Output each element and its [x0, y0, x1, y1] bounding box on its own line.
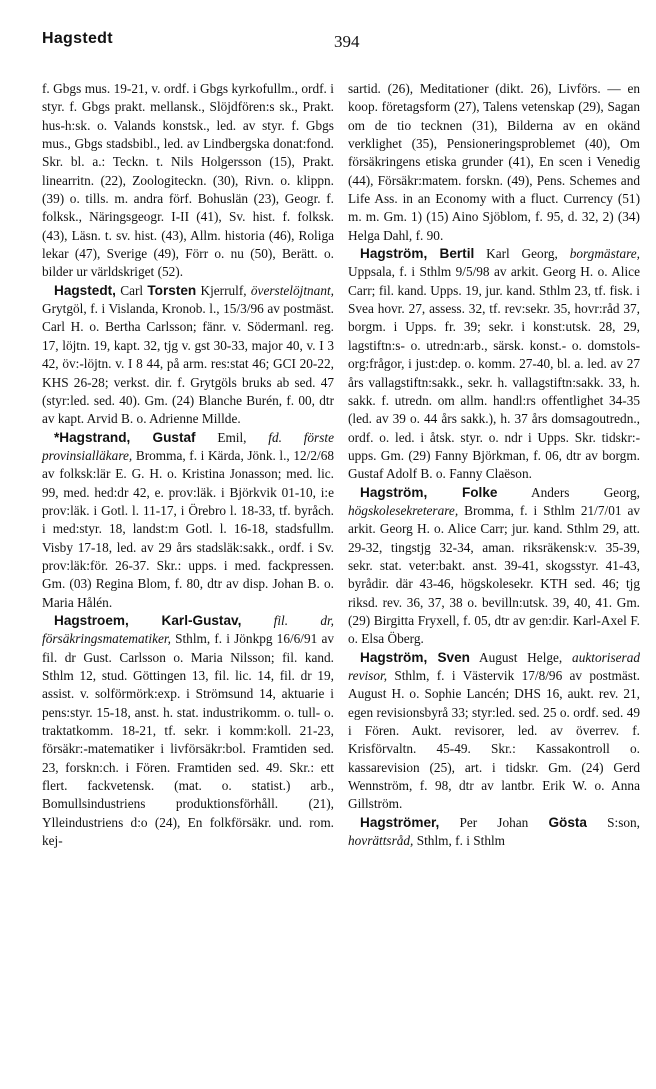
entry-continuation — [348, 80, 640, 245]
entry-hagstroem-karl-gustav — [42, 612, 334, 850]
entry-other-names: S:son, — [607, 814, 640, 830]
entry-title: högskolesekreterare, — [348, 502, 459, 518]
entry-other-names: Emil, — [217, 429, 247, 445]
page-number: 394 — [334, 32, 360, 51]
entry-surname: Hagström, Folke — [360, 484, 498, 500]
entry-body: Uppsala, f. i Sthlm 9/5/98 av arkit. Georg H. o. Alice Carr; fil. kand. Upps. 19, jur. kand. Sthlm 23, tf. fisk. i Svea hovr. 27, assess. 32, tf. rev:sekr. 35, hovr:råd 37, borgm. i Upps. fr. 39; sekr. i konst:utsk. 28, 29, lagstiftn:s- o. utredn:arb., särsk. konst.- o. domstols-org:frågor, i just:dep. o. komm. 27-40, bl. a. led. av 27 års vallagstiftn:sakk., sekr. h. vallagstiftn:sakk. 33, h. sakk. f. utredn. om allm. handl:rs offentlighet 34-35 (led. av 39 o. 44 års sakk.), h. 37 års domsagoutredn., ordf. o. led. i åtsk. styr. o. ndr i Upps. Skr. tidskr:-upps. Gm. (29) Fanny Björkman, f. 06, dtr av borgm. Gustaf Adolf B. o. Fanny Claëson. — [348, 264, 640, 482]
entry-surname: Hagström, Bertil — [360, 246, 475, 262]
entry-surname: *Hagstrand, Gustaf — [54, 429, 196, 445]
running-headword: Hagstedt — [42, 30, 113, 47]
entry-body: Bromma, f. i Kärda, Jönk. l., 12/2/68 av folksk:lär E. G. H. o. Kristina Jonasson; med. lic. 99, med. hed:dr 42, e. prov:läk. i Björkvik 01-10, i:e prov:läk. i Gotl. l. 11-17, i Örebro l. 18-33, tf. byråch. i med:styr. 18, landst:m Gotl. l. 16-18, stadsfullm. Visby 17-18, led. av 29 års stadsläk:sakk., ordf. i Sv. prov:läk:för. 26-37. Skr.: upps. i med. fackpressen. Gm. (03) Regina Blom, f. 80, dtr av disp. Johan B. o. Maria Hålén. — [42, 447, 334, 610]
entry-title: fd. förste provinsialläkare, — [42, 429, 334, 463]
entry-surname: Hagströmer, — [360, 814, 440, 830]
entry-continuation — [42, 80, 334, 282]
entry-called-name: Torsten — [147, 282, 197, 298]
text-columns — [42, 80, 640, 1080]
entry-hagstrom-folke — [348, 484, 640, 649]
entry-body: Sthlm, f. i Västervik 17/8/96 av postmäst. August H. o. Sophie Lancén; DHS 16, aukt. rev. 21, egen revisionsbyrå 33; styr:led. sed. 25 o. ordf. sed. 49 i Fören. Aukt. revisorer, led. av överrev. f. Krisförvaltn. 45-49. Skr.: Kassakontroll o. kassarevision (25), art. i tidskr. Gm. (24) Gerd Wennström, f. 98, dtr av lantbr. Erik W. o. Anna Gillström. — [348, 668, 640, 812]
entry-hagstrand-gustaf — [42, 429, 334, 612]
entry-other-names: August Helge, — [479, 649, 563, 665]
entry-body: Grytgöl, f. i Vislanda, Kronob. l., 15/3/96 av postmäst. Carl H. o. Bertha Carlsson; fänr. v. Södermanl. reg. 17, löjtn. 19, kapt. 32, tjg v. gst 30-33, major 40, v. I 3 42, öv:-löjtn. v. I 8 44, på arm. res:stat 46; GCI 20-22, KHS 26-28; verkst. dir. f. Grytgöls bruks ab sed. 47 (styr:led. sed. 40). Gm. (24) Blanche Burén, f. 00, dtr av kapt. Arvid B. o. Adrienne Millde. — [42, 301, 334, 427]
entry-body: Sthlm, f. i Jönkpg 16/6/91 av fil. dr Gust. Carlsson o. Maria Nilsson; fil. kand. Sthlm 12, stud. Göttingen 13, fil. lic. 14, fil. dr 19, assist. v. solförmörk:exp. i Strömsund 14, aktuarie i pens:styr. 15-18, anst. h. stat. industrikomm. o. tull- o. traktatkomm. 18-21, tf. sekr. i komm:koll. 21-23, försäkr:-matematiker i livförsäkr:bol. Framtiden sed. 23, forskn:ch. i Fören. Framtiden sed. 49. Skr.: ett flert. fackvetensk. (mat. o. statist.) arb., Bomullsindustriens produktionsförhåll. (21), Ylleindustriens d:o (24), En folkförsäkr. und. rom. kej- — [42, 631, 335, 849]
entry-surname: Hagstedt, — [54, 282, 116, 298]
entry-hagstromer-gosta — [348, 814, 640, 851]
entry-other-names: Karl Georg, — [486, 246, 558, 262]
entry-body: Bromma, f. i Sthlm 21/7/01 av arkit. Georg H. o. Alice Carr; jur. kand. Sthlm 29, att. 29-32, tingstjg 32-34, aman. riksräkensk:v. 35-39, sekr. stat. veter:bakt. anst. 39-41, skogsstyr. 41-43, byrådir. där 43-46, högskolesekr. KTH sed. 46; tjg riksd. rev. 36, 37, 38 o. bevilln:utsk. 39, 40, 41. Gm. (29) Birgitta Fryxell, f. 05, dtr av gen:dir. Karl-Axel F. o. Elsa Öberg. — [348, 502, 640, 647]
entry-body: Sthlm, f. i Sthlm — [416, 833, 506, 849]
entry-hagstrom-sven — [348, 649, 640, 814]
entry-hagstedt-torsten — [42, 282, 334, 429]
entry-surname: Hagström, Sven — [360, 649, 470, 665]
entry-called-name: Gösta — [548, 814, 587, 830]
entry-surname: Hagstroem, Karl-Gustav, — [54, 612, 242, 628]
entry-title: hovrättsråd, — [348, 833, 414, 849]
running-head — [0, 0, 656, 60]
entry-body: f. Gbgs mus. 19-21, v. ordf. i Gbgs kyrkofullm., ordf. i styr. f. Gbgs prakt. mellansk., Slöjdfören:s sk., Prakt. hus-h:sk. o. Valands konstsk., led. av styr. f. Gbgs mus., Gbgs stadsbibl., led. av Lindbergska donat:fond. Skr. bl. a.: Teckn. t. Nils Holgersson (15), Prakt. linearritn. (22), Zoologiteckn. (30), Rivn. o. klippn. (39) o. tills. m. andra förf. Bohuslän (23), Geogr. f. folksk., Näringsgeogr. I-II (41), Sv. hist. f. folksk. (43), Läsn. t. sv. hist. (43), Allm. historia (46), Roliga lekar (47), Sverige (49), Förr o. nu (50), Berätt. o. bilder ur världskriget (52). — [42, 81, 334, 280]
entry-title: borgmästare, — [569, 246, 641, 262]
entry-title: auktoriserad revisor, — [348, 649, 641, 683]
entry-title: överstelöjtnant, — [250, 282, 334, 298]
right-column — [348, 80, 640, 1080]
entry-given-name: Per Johan — [459, 814, 529, 830]
entry-given-name: Carl — [120, 282, 144, 298]
entry-other-names: Anders Georg, — [531, 484, 641, 500]
left-column — [42, 80, 334, 1080]
entry-other-names: Kjerrulf, — [200, 282, 247, 298]
entry-body: sartid. (26), Meditationer (dikt. 26), Livförs. — en koop. företagsform (27), Talens vetenskap (29), Sagan om de tio tecknen (31), Bilderna av en okänd verklighet (35), Pensioneringsproblemet (40), Om försäkringens etiska grunder (41), En scen i Venedig (44), Försäkr:matem. forskn. (49), Pens. Schemes and Life Ass. in an Economy with a fluct. Currency (51) m. m. Gm. 1) (15) Aino Sjöblom, f. 95, d. 32, 2) (34) Helga Dahl, f. 90. — [348, 81, 640, 243]
entry-title: fil. dr, försäkringsmatematiker, — [42, 612, 335, 647]
entry-hagstrom-bertil — [348, 245, 640, 483]
